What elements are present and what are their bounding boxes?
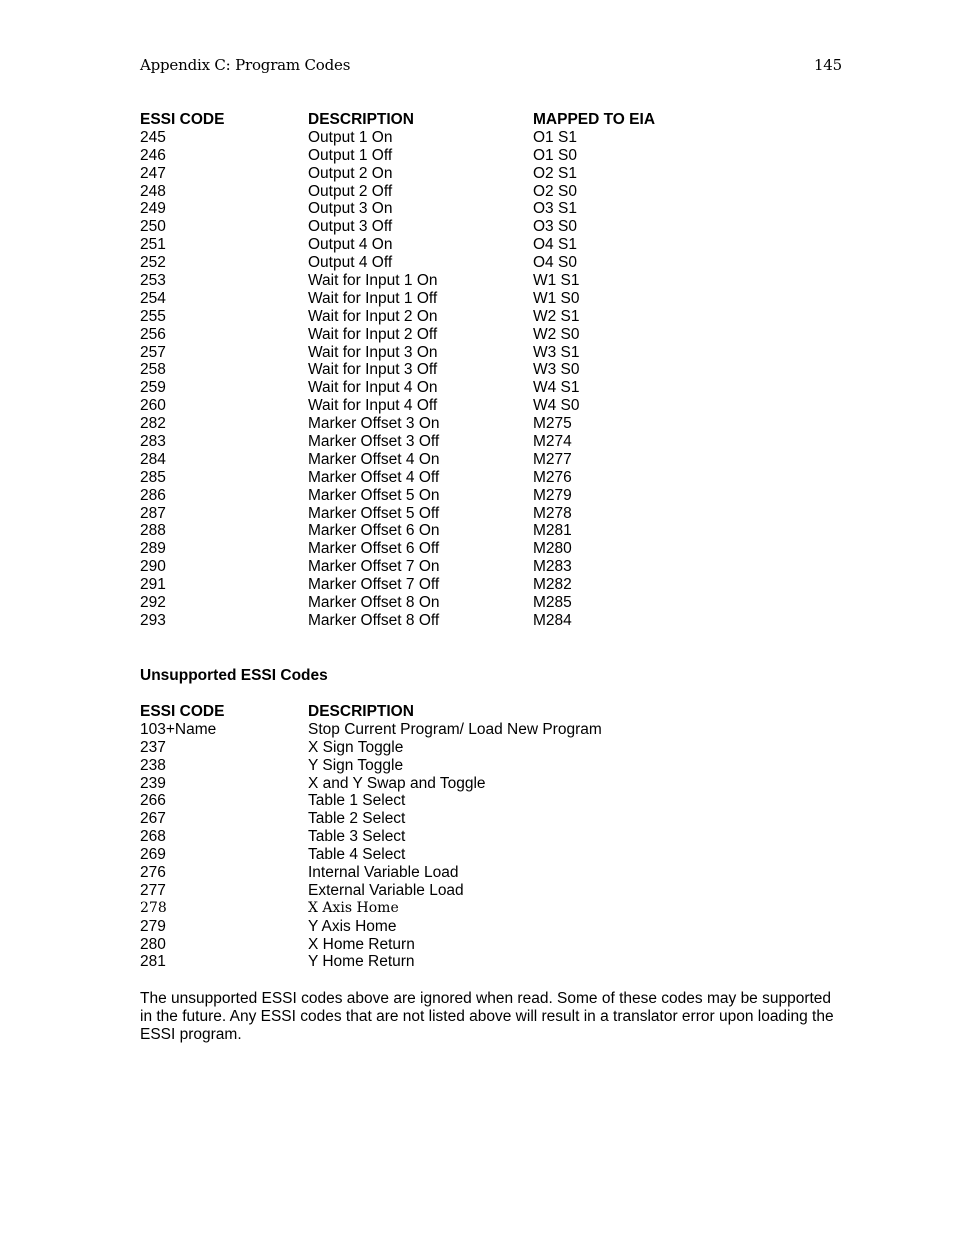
cell-mapped-to-eia: O1 S1 xyxy=(533,128,577,146)
cell-essi-code: 277 xyxy=(140,881,166,899)
cell-essi-code: 269 xyxy=(140,846,166,864)
cell-description: Wait for Input 4 Off xyxy=(308,397,438,415)
cell-essi-code: 252 xyxy=(140,254,166,272)
table-row xyxy=(140,828,842,846)
cell-essi-code: 246 xyxy=(140,146,166,164)
cell-mapped-to-eia: W1 S1 xyxy=(533,272,580,290)
cell-description: Output 3 On xyxy=(308,200,393,218)
table-row xyxy=(140,236,842,254)
table-row xyxy=(140,576,842,594)
cell-essi-code: 291 xyxy=(140,576,166,594)
cell-mapped-to-eia: O1 S0 xyxy=(533,146,577,164)
table-row xyxy=(140,165,842,183)
cell-essi-code: 247 xyxy=(140,164,166,182)
column-header-description: DESCRIPTION xyxy=(308,111,414,128)
cell-description: Marker Offset 3 Off xyxy=(308,433,440,451)
cell-essi-code: 282 xyxy=(140,415,166,433)
cell-essi-code: 103+Name xyxy=(140,720,217,738)
cell-essi-code: 278 xyxy=(140,899,167,916)
table-row xyxy=(140,290,842,308)
cell-essi-code: 254 xyxy=(140,289,166,307)
table-row xyxy=(140,326,842,344)
table-row xyxy=(140,433,842,451)
column-header-essi-code: ESSI CODE xyxy=(140,703,225,720)
cell-description: Output 3 Off xyxy=(308,218,393,236)
cell-mapped-to-eia: O4 S1 xyxy=(533,236,577,254)
cell-essi-code: 289 xyxy=(140,540,166,558)
cell-description: Output 4 Off xyxy=(308,254,393,272)
cell-description: Marker Offset 8 Off xyxy=(308,611,440,629)
footer-note: The unsupported ESSI codes above are ignored when read. Some of these codes may be supported in the future. Any ESSI codes that are not listed above will result in a translator error upon loading the ESSI program. xyxy=(140,990,834,1043)
cell-mapped-to-eia: W4 S1 xyxy=(533,379,580,397)
page-number: 145 xyxy=(813,56,842,74)
table-row xyxy=(140,792,842,810)
cell-essi-code: 258 xyxy=(140,361,166,379)
table-row xyxy=(140,918,842,936)
cell-description: Output 1 On xyxy=(308,128,393,146)
table-row xyxy=(140,846,842,864)
cell-essi-code: 285 xyxy=(140,468,166,486)
table-row xyxy=(140,379,842,397)
cell-mapped-to-eia: M282 xyxy=(533,576,572,594)
cell-mapped-to-eia: M283 xyxy=(533,558,572,576)
cell-description: Marker Offset 5 Off xyxy=(308,504,440,522)
section-title-unsupported: Unsupported ESSI Codes xyxy=(140,667,328,684)
table-row xyxy=(140,308,842,326)
table-row xyxy=(140,272,842,290)
table-row xyxy=(140,775,842,793)
cell-essi-code: 283 xyxy=(140,433,166,451)
table-row xyxy=(140,505,842,523)
cell-mapped-to-eia: O3 S0 xyxy=(533,218,577,236)
table-header-row xyxy=(140,703,842,721)
cell-description: Output 2 Off xyxy=(308,182,393,200)
table-row xyxy=(140,344,842,362)
cell-description: External Variable Load xyxy=(308,881,464,899)
cell-description: Table 4 Select xyxy=(308,846,406,864)
table-row xyxy=(140,594,842,612)
cell-description: Marker Offset 6 On xyxy=(308,522,440,540)
table-row xyxy=(140,558,842,576)
table-row xyxy=(140,612,842,630)
cell-essi-code: 238 xyxy=(140,756,166,774)
unsupported-codes-rows xyxy=(140,721,842,971)
cell-mapped-to-eia: M284 xyxy=(533,611,572,629)
unsupported-codes-table xyxy=(140,703,842,971)
cell-essi-code: 287 xyxy=(140,504,166,522)
cell-description: X Home Return xyxy=(308,935,415,953)
table-row xyxy=(140,936,842,954)
cell-description: Marker Offset 4 Off xyxy=(308,468,440,486)
cell-description: Wait for Input 1 On xyxy=(308,272,438,290)
table-row xyxy=(140,254,842,272)
cell-description: Marker Offset 5 On xyxy=(308,486,440,504)
mapped-codes-rows xyxy=(140,129,842,630)
cell-essi-code: 239 xyxy=(140,774,166,792)
cell-description: Marker Offset 8 On xyxy=(308,594,440,612)
table-row xyxy=(140,487,842,505)
cell-essi-code: 266 xyxy=(140,792,166,810)
cell-essi-code: 292 xyxy=(140,594,166,612)
cell-mapped-to-eia: W3 S0 xyxy=(533,361,580,379)
cell-description: Stop Current Program/ Load New Program xyxy=(308,720,602,738)
cell-mapped-to-eia: W1 S0 xyxy=(533,289,580,307)
table-row xyxy=(140,540,842,558)
page-title: Appendix C: Program Codes xyxy=(140,56,351,74)
cell-essi-code: 256 xyxy=(140,325,166,343)
table-header-row xyxy=(140,111,842,129)
cell-description: Output 1 Off xyxy=(308,146,393,164)
table-row xyxy=(140,810,842,828)
cell-mapped-to-eia: M277 xyxy=(533,450,572,468)
cell-description: Wait for Input 1 Off xyxy=(308,289,438,307)
cell-essi-code: 248 xyxy=(140,182,166,200)
table-row xyxy=(140,451,842,469)
cell-description: Y Home Return xyxy=(308,953,415,971)
cell-description: Marker Offset 4 On xyxy=(308,450,440,468)
cell-essi-code: 255 xyxy=(140,307,166,325)
table-row xyxy=(140,183,842,201)
table-row xyxy=(140,469,842,487)
cell-essi-code: 281 xyxy=(140,953,166,971)
cell-description: Wait for Input 2 Off xyxy=(308,325,438,343)
cell-description: Table 1 Select xyxy=(308,792,406,810)
cell-essi-code: 286 xyxy=(140,486,166,504)
cell-description: Wait for Input 2 On xyxy=(308,307,438,325)
cell-description: Output 2 On xyxy=(308,164,393,182)
cell-description: Internal Variable Load xyxy=(308,864,459,882)
cell-essi-code: 237 xyxy=(140,738,166,756)
cell-description: Wait for Input 3 Off xyxy=(308,361,438,379)
cell-essi-code: 253 xyxy=(140,272,166,290)
column-header-description: DESCRIPTION xyxy=(308,703,414,720)
cell-mapped-to-eia: W4 S0 xyxy=(533,397,580,415)
table-row xyxy=(140,900,842,918)
cell-mapped-to-eia: W2 S0 xyxy=(533,325,580,343)
cell-mapped-to-eia: O2 S1 xyxy=(533,164,577,182)
cell-mapped-to-eia: M285 xyxy=(533,594,572,612)
cell-mapped-to-eia: M275 xyxy=(533,415,572,433)
table-row xyxy=(140,739,842,757)
cell-description: Marker Offset 3 On xyxy=(308,415,440,433)
cell-description: Wait for Input 3 On xyxy=(308,343,438,361)
cell-description: Marker Offset 7 On xyxy=(308,558,440,576)
cell-mapped-to-eia: W3 S1 xyxy=(533,343,580,361)
table-row xyxy=(140,882,842,900)
table-row xyxy=(140,415,842,433)
table-row xyxy=(140,953,842,971)
cell-description: Wait for Input 4 On xyxy=(308,379,438,397)
cell-essi-code: 245 xyxy=(140,128,166,146)
column-header-essi-code: ESSI CODE xyxy=(140,111,225,128)
cell-description: X Sign Toggle xyxy=(308,738,404,756)
cell-essi-code: 290 xyxy=(140,558,166,576)
cell-mapped-to-eia: W2 S1 xyxy=(533,307,580,325)
table-row xyxy=(140,361,842,379)
table-row xyxy=(140,129,842,147)
cell-essi-code: 257 xyxy=(140,343,166,361)
cell-description: Marker Offset 6 Off xyxy=(308,540,440,558)
table-row xyxy=(140,397,842,415)
table-row xyxy=(140,147,842,165)
cell-description: Y Sign Toggle xyxy=(308,756,404,774)
table-row xyxy=(140,864,842,882)
cell-essi-code: 276 xyxy=(140,864,166,882)
cell-mapped-to-eia: O4 S0 xyxy=(533,254,577,272)
cell-essi-code: 280 xyxy=(140,935,166,953)
cell-description: Y Axis Home xyxy=(308,917,397,935)
cell-mapped-to-eia: M276 xyxy=(533,468,572,486)
cell-description: X and Y Swap and Toggle xyxy=(308,774,486,792)
cell-mapped-to-eia: O3 S1 xyxy=(533,200,577,218)
cell-description: Table 2 Select xyxy=(308,810,406,828)
cell-mapped-to-eia: M274 xyxy=(533,433,572,451)
cell-mapped-to-eia: M280 xyxy=(533,540,572,558)
table-row xyxy=(140,200,842,218)
cell-essi-code: 259 xyxy=(140,379,166,397)
column-header-mapped-to-eia: MAPPED TO EIA xyxy=(533,111,656,128)
cell-mapped-to-eia: M281 xyxy=(533,522,572,540)
cell-description: X Axis Home xyxy=(308,899,399,916)
cell-essi-code: 293 xyxy=(140,611,166,629)
cell-essi-code: 249 xyxy=(140,200,166,218)
page-header xyxy=(140,56,842,76)
cell-essi-code: 251 xyxy=(140,236,166,254)
table-row xyxy=(140,757,842,775)
cell-mapped-to-eia: M278 xyxy=(533,504,572,522)
table-row xyxy=(140,522,842,540)
cell-essi-code: 279 xyxy=(140,917,166,935)
table-row xyxy=(140,218,842,236)
table-row xyxy=(140,721,842,739)
cell-description: Marker Offset 7 Off xyxy=(308,576,440,594)
cell-description: Table 3 Select xyxy=(308,828,406,846)
cell-essi-code: 288 xyxy=(140,522,166,540)
cell-essi-code: 260 xyxy=(140,397,166,415)
mapped-codes-table xyxy=(140,111,842,630)
cell-mapped-to-eia: O2 S0 xyxy=(533,182,577,200)
cell-description: Output 4 On xyxy=(308,236,393,254)
cell-essi-code: 267 xyxy=(140,810,166,828)
cell-essi-code: 268 xyxy=(140,828,166,846)
cell-essi-code: 284 xyxy=(140,450,166,468)
cell-essi-code: 250 xyxy=(140,218,166,236)
cell-mapped-to-eia: M279 xyxy=(533,486,572,504)
